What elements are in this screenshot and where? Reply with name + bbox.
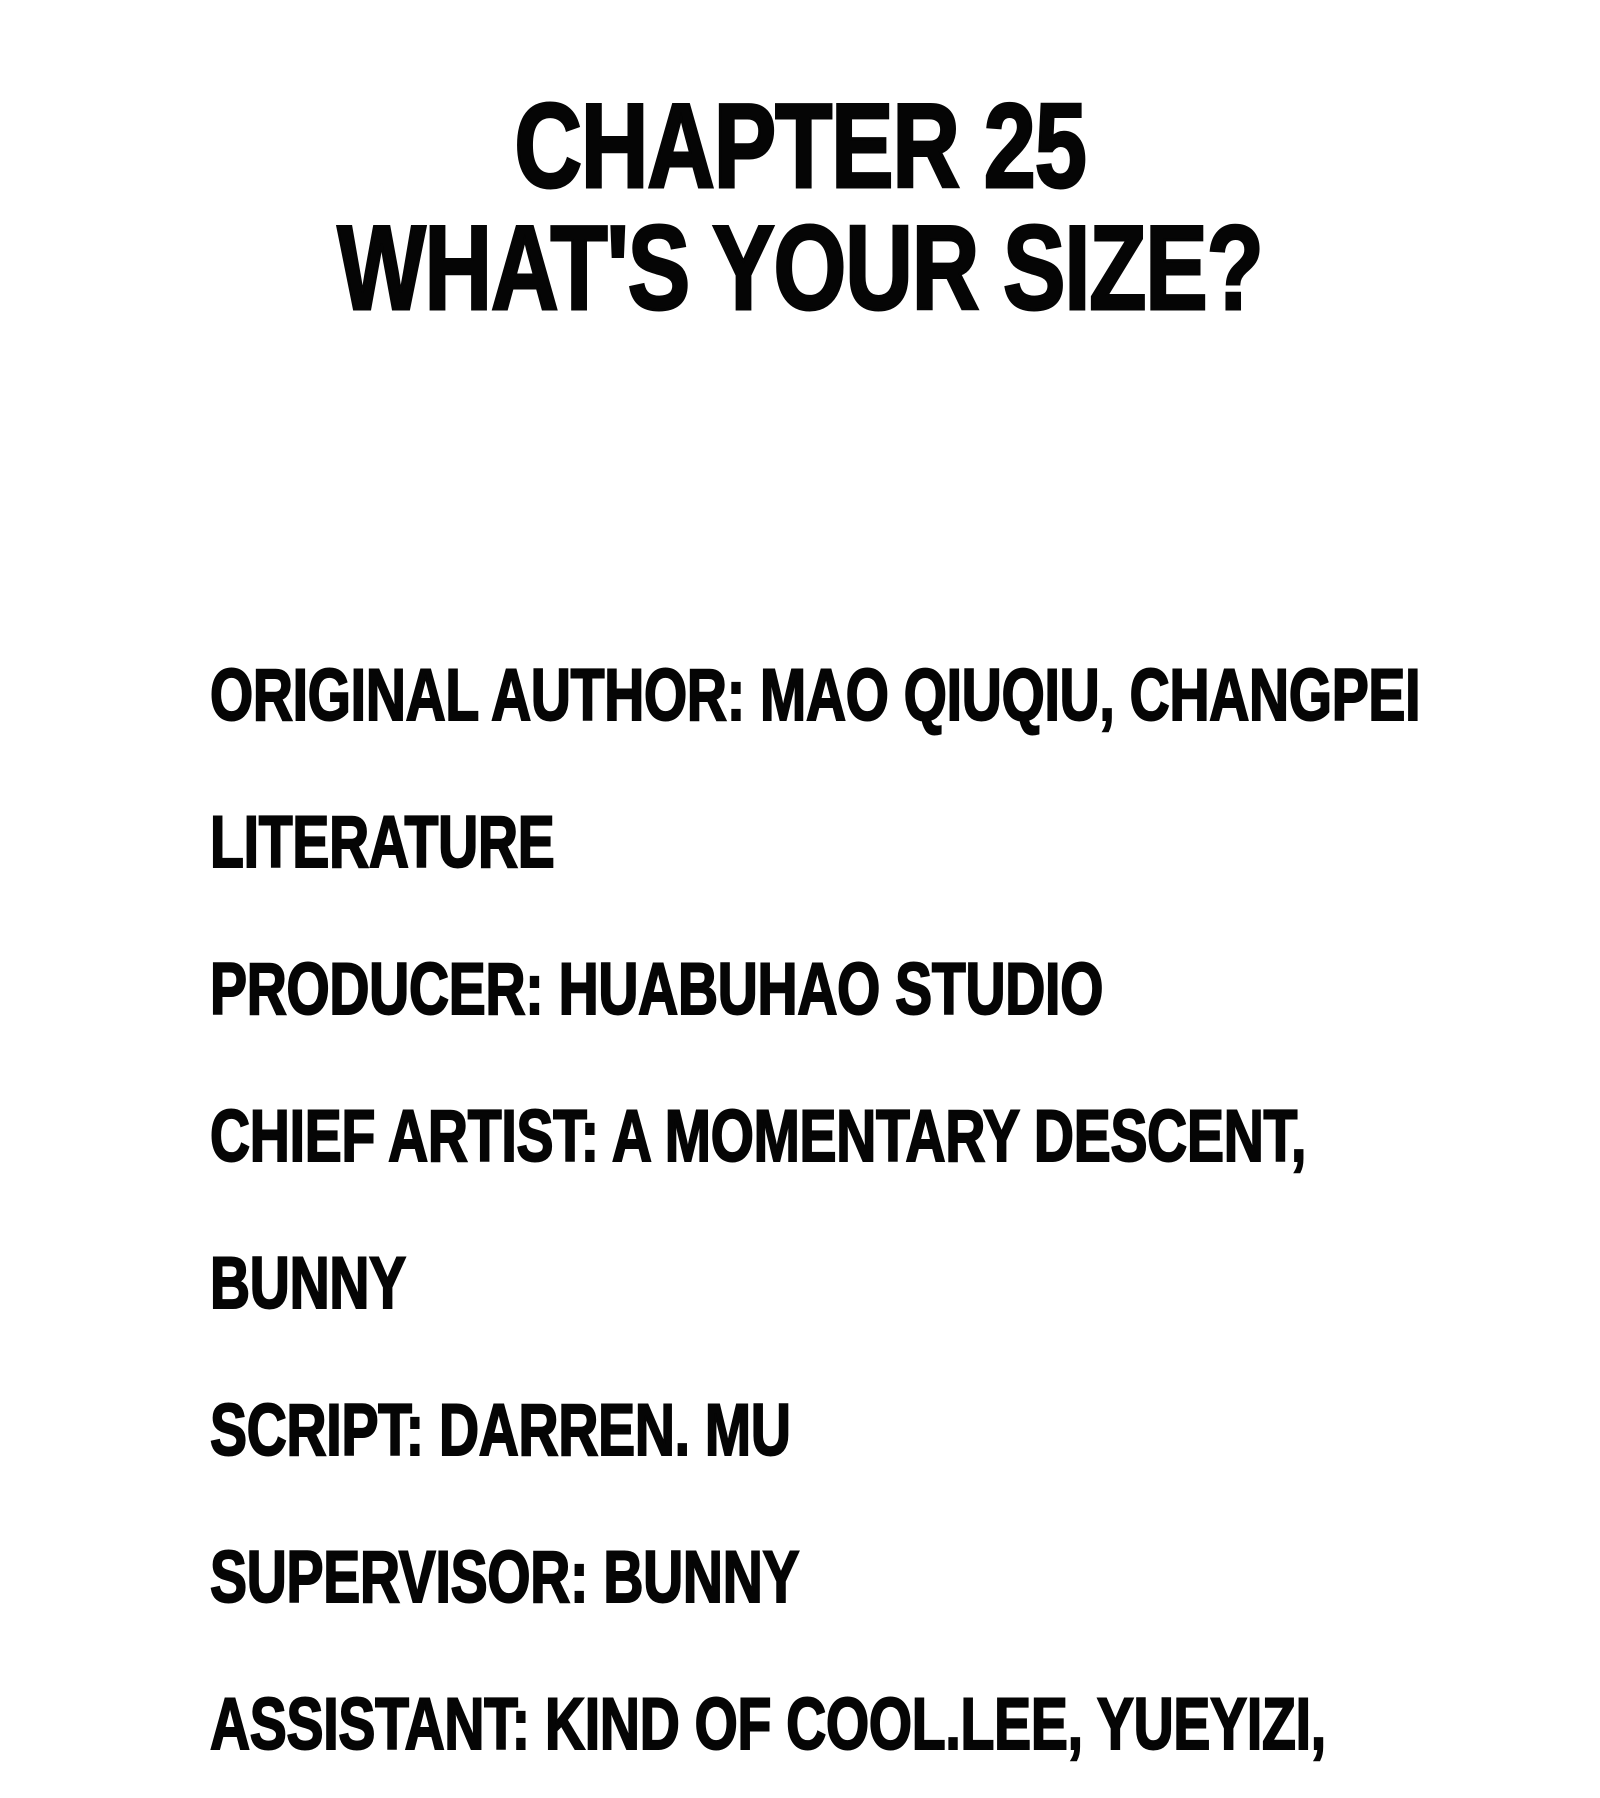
credit-line-chief-artist-wrap: BUNNY <box>210 1243 406 1324</box>
credit-line-chief-artist: CHIEF ARTIST: A MOMENTARY DESCENT, <box>210 1096 1307 1177</box>
chapter-name-line: WHAT'S YOUR SIZE? <box>337 201 1263 335</box>
credit-line-original-author: ORIGINAL AUTHOR: MAO QIUQIU, CHANGPEI <box>210 655 1421 736</box>
credit-line-original-author-wrap: LITERATURE <box>210 802 555 883</box>
credit-line-assistant: ASSISTANT: KIND OF COOL.LEE, YUEYIZI, <box>210 1684 1326 1765</box>
credit-line-supervisor: SUPERVISOR: BUNNY <box>210 1537 800 1618</box>
chapter-title <box>176 79 1424 335</box>
credit-line-script: SCRIPT: DARREN. MU <box>210 1390 791 1471</box>
credit-line-producer: PRODUCER: HUABUHAO STUDIO <box>210 949 1104 1030</box>
credits-block <box>210 622 1420 1798</box>
chapter-number-line: CHAPTER 25 <box>514 79 1086 213</box>
